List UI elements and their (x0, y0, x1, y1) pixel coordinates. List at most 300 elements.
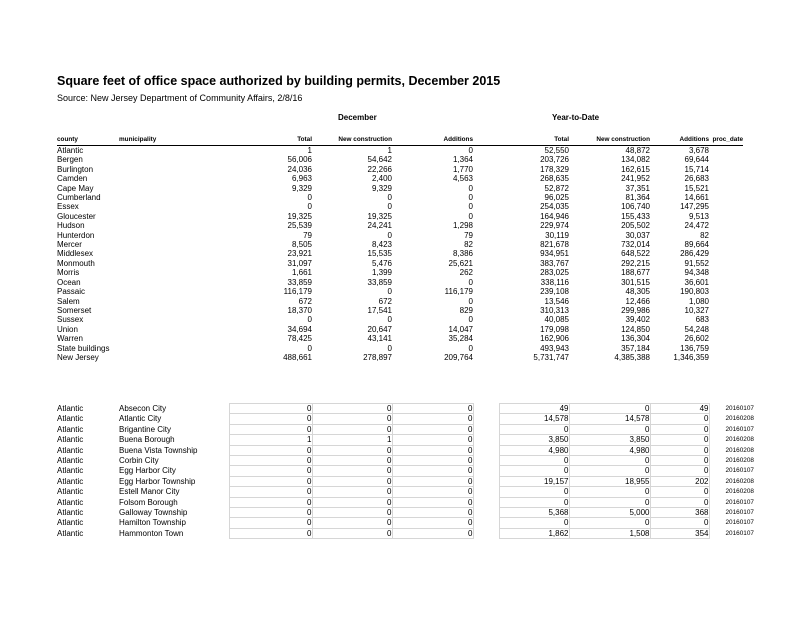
county-row (57, 315, 743, 324)
municipality-empty (119, 268, 229, 277)
dec-additions: 262 (459, 268, 473, 278)
dec-additions: 0 (468, 193, 473, 203)
ytd-total: 164,946 (540, 211, 569, 221)
county-name: Atlantic (57, 518, 84, 528)
ytd-additions: 0 (650, 466, 709, 476)
dec-total: 0 (229, 404, 312, 414)
spacer-cell (473, 268, 499, 277)
ytd-total: 0 (499, 497, 569, 507)
dec-total: 0 (229, 456, 312, 466)
spacer-cell (473, 146, 499, 156)
ytd-additions: 0 (650, 456, 709, 466)
dec-new-construction: 672 (378, 296, 392, 306)
ytd-additions: 91,552 (684, 258, 709, 268)
dec-additions: 0 (468, 183, 473, 193)
dec-additions: 0 (392, 497, 473, 507)
ytd-new-construction: 0 (569, 487, 650, 497)
county-row (57, 297, 743, 306)
ytd-new-construction: 3,850 (569, 435, 650, 445)
dec-total: 0 (229, 497, 312, 507)
proc-date-empty (709, 306, 743, 315)
dec-new-construction: 1,399 (371, 268, 392, 278)
dec-additions: 0 (392, 508, 473, 518)
ytd-additions: 1,080 (688, 296, 709, 306)
ytd-new-construction: 1,508 (569, 528, 650, 538)
group-header-year-to-date: Year-to-Date (552, 113, 600, 122)
proc-date-empty (709, 249, 743, 258)
proc-date: 20160107 (725, 425, 754, 433)
spacer-cell (473, 518, 499, 528)
ytd-total: 821,678 (540, 240, 569, 250)
ytd-additions: 286,429 (680, 249, 709, 259)
ytd-additions: 89,664 (684, 240, 709, 250)
dec-additions: 0 (392, 445, 473, 455)
dec-additions: 0 (468, 211, 473, 221)
dec-total: 9,329 (291, 183, 312, 193)
county-row (57, 155, 743, 164)
proc-date: 20160107 (725, 529, 754, 537)
col-header-ytd-total: Total (499, 134, 569, 146)
municipality-name: Galloway Township (119, 508, 188, 518)
county-name: Bergen (57, 155, 83, 165)
county-row (57, 240, 743, 249)
county-name: Camden (57, 174, 88, 184)
dec-additions: 1,770 (452, 164, 473, 174)
proc-date-empty (709, 155, 743, 164)
dec-total: 0 (229, 466, 312, 476)
dec-additions: 0 (468, 315, 473, 325)
spacer-cell (473, 508, 499, 518)
dec-total: 31,097 (287, 258, 312, 268)
dec-new-construction: 0 (312, 497, 392, 507)
ytd-total: 229,974 (540, 221, 569, 231)
spacer-cell (473, 249, 499, 258)
dec-additions: 0 (392, 424, 473, 434)
municipality-empty (119, 231, 229, 240)
municipality-empty (119, 334, 229, 343)
proc-date: 20160107 (725, 498, 754, 506)
ytd-additions: 136,759 (680, 343, 709, 353)
ytd-new-construction: 0 (569, 456, 650, 466)
proc-date-empty (709, 146, 743, 156)
municipality-empty (119, 193, 229, 202)
dec-new-construction: 0 (387, 193, 392, 203)
dec-total: 0 (307, 193, 312, 203)
ytd-total: 19,157 (499, 476, 569, 486)
ytd-additions: 10,327 (684, 305, 709, 315)
proc-date: 20160208 (725, 488, 754, 496)
county-row (57, 174, 743, 183)
proc-date-empty (709, 334, 743, 343)
dec-new-construction: 54,642 (367, 155, 392, 165)
ytd-additions: 24,472 (684, 221, 709, 231)
dec-total: 0 (307, 343, 312, 353)
municipality-name: Atlantic City (119, 414, 162, 424)
dec-new-construction: 0 (387, 202, 392, 212)
proc-date-empty (709, 202, 743, 211)
ytd-new-construction: 18,955 (569, 476, 650, 486)
ytd-new-construction: 37,351 (625, 183, 650, 193)
ytd-total: 96,025 (544, 193, 569, 203)
county-name: Ocean (57, 277, 81, 287)
municipality-row (57, 424, 743, 434)
ytd-new-construction: 106,740 (621, 202, 650, 212)
dec-additions: 79 (464, 230, 473, 240)
group-header-december: December (338, 113, 377, 122)
county-name: Atlantic (57, 146, 84, 155)
ytd-total: 3,850 (499, 435, 569, 445)
spacer-cell (473, 221, 499, 230)
dec-total: 1 (229, 435, 312, 445)
proc-date-empty (709, 287, 743, 296)
proc-date: 20160107 (725, 509, 754, 517)
spacer-cell (473, 287, 499, 296)
spacer-cell (473, 315, 499, 324)
ytd-total: 934,951 (540, 249, 569, 259)
county-name: Atlantic (57, 487, 84, 497)
dec-new-construction: 24,241 (367, 221, 392, 231)
spacer-cell (473, 165, 499, 174)
municipality-empty (119, 278, 229, 287)
ytd-total: 268,635 (540, 174, 569, 184)
dec-new-construction: 0 (312, 414, 392, 424)
county-summary-table (57, 134, 743, 362)
municipality-row (57, 518, 743, 528)
ytd-additions: 354 (650, 528, 709, 538)
dec-total: 0 (229, 445, 312, 455)
proc-date: 20160208 (725, 436, 754, 444)
county-name: Salem (57, 296, 80, 306)
ytd-additions: 26,683 (684, 174, 709, 184)
col-header-municipality: municipality (119, 134, 229, 146)
ytd-new-construction: 14,578 (569, 414, 650, 424)
ytd-new-construction: 30,037 (625, 230, 650, 240)
spacer-cell (473, 404, 499, 414)
county-name: State buildings (57, 343, 110, 353)
dec-total: 6,963 (291, 174, 312, 184)
county-name: Passaic (57, 287, 86, 297)
dec-additions: 0 (392, 476, 473, 486)
municipality-empty (119, 297, 229, 306)
spacer-cell (473, 297, 499, 306)
ytd-new-construction: 48,305 (625, 287, 650, 297)
proc-date: 20160208 (725, 446, 754, 454)
dec-total: 672 (298, 296, 312, 306)
ytd-total: 5,368 (499, 508, 569, 518)
spacer-cell (473, 278, 499, 287)
county-name: Cape May (57, 183, 94, 193)
proc-date: 20160107 (725, 467, 754, 475)
ytd-total: 52,550 (544, 146, 569, 155)
municipality-name: Estell Manor City (119, 487, 180, 497)
county-table-header (57, 134, 743, 146)
dec-total: 25,539 (287, 221, 312, 231)
municipality-row (57, 508, 743, 518)
municipality-row (57, 466, 743, 476)
dec-total: 0 (229, 518, 312, 528)
dec-new-construction: 0 (312, 508, 392, 518)
county-name: Atlantic (57, 528, 84, 538)
dec-new-construction: 20,647 (367, 324, 392, 334)
spacer-cell (473, 259, 499, 268)
county-name: New Jersey (57, 352, 99, 362)
dec-additions: 0 (392, 518, 473, 528)
ytd-additions: 190,803 (680, 287, 709, 297)
dec-total: 23,921 (287, 249, 312, 259)
municipality-empty (119, 174, 229, 183)
dec-total: 0 (229, 476, 312, 486)
ytd-total: 239,108 (540, 287, 569, 297)
ytd-total: 49 (499, 404, 569, 414)
municipality-name: Folsom Borough (119, 497, 178, 507)
ytd-total: 30,119 (545, 230, 569, 240)
dec-new-construction: 0 (312, 445, 392, 455)
ytd-total: 0 (499, 466, 569, 476)
proc-date-empty (709, 165, 743, 174)
county-name: Burlington (57, 164, 94, 174)
municipality-empty (119, 212, 229, 221)
dec-additions: 8,386 (452, 249, 473, 259)
spacer-cell (473, 334, 499, 343)
dec-total: 0 (229, 414, 312, 424)
county-name: Atlantic (57, 456, 84, 466)
county-name: Atlantic (57, 424, 84, 434)
dec-additions: 82 (464, 240, 473, 250)
ytd-total: 1,862 (499, 528, 569, 538)
report-title: Square feet of office space authorized by building permits, December 2015 (57, 74, 501, 88)
dec-additions: 1,364 (452, 155, 473, 165)
dec-new-construction: 43,141 (367, 334, 392, 344)
dec-additions: 35,284 (448, 334, 473, 344)
municipality-name: Egg Harbor City (119, 466, 176, 476)
county-row (57, 353, 743, 362)
dec-new-construction: 0 (312, 528, 392, 538)
report-source: Source: New Jersey Department of Community Affairs, 2/8/16 (57, 93, 303, 103)
county-name: Warren (57, 334, 83, 344)
municipality-empty (119, 325, 229, 334)
ytd-total: 493,943 (540, 343, 569, 353)
ytd-total: 5,731,747 (533, 352, 569, 362)
municipality-row (57, 497, 743, 507)
proc-date: 20160208 (725, 457, 754, 465)
dec-additions: 829 (459, 305, 473, 315)
ytd-additions: 15,714 (684, 164, 709, 174)
municipality-empty (119, 315, 229, 324)
municipality-row (57, 487, 743, 497)
spacer-cell (473, 456, 499, 466)
ytd-new-construction: 732,014 (621, 240, 650, 250)
municipality-name: Buena Vista Township (119, 445, 198, 455)
municipality-empty (119, 353, 229, 362)
municipality-empty (119, 165, 229, 174)
ytd-additions: 82 (700, 230, 709, 240)
municipality-name: Brigantine City (119, 424, 172, 434)
ytd-new-construction: 162,615 (621, 164, 650, 174)
ytd-new-construction: 0 (569, 497, 650, 507)
dec-total: 0 (307, 202, 312, 212)
spacer-cell (473, 353, 499, 362)
dec-new-construction: 33,859 (367, 277, 392, 287)
ytd-additions: 0 (650, 424, 709, 434)
dec-additions: 0 (468, 296, 473, 306)
col-header-county: county (57, 134, 119, 146)
dec-new-construction: 0 (312, 456, 392, 466)
county-name: Atlantic (57, 404, 84, 413)
county-name: Atlantic (57, 476, 84, 486)
proc-date-empty (709, 297, 743, 306)
spacer-cell (473, 344, 499, 353)
dec-additions: 0 (392, 404, 473, 414)
col-header-proc-date: proc_date (709, 134, 743, 146)
dec-additions: 0 (468, 343, 473, 353)
ytd-total: 4,980 (499, 445, 569, 455)
municipality-row (57, 528, 743, 538)
county-name: Cumberland (57, 193, 101, 203)
dec-additions: 14,047 (448, 324, 473, 334)
county-row (57, 212, 743, 221)
dec-total: 56,006 (287, 155, 312, 165)
spacer-cell (473, 155, 499, 164)
spacer-cell (473, 212, 499, 221)
proc-date-empty (709, 193, 743, 202)
dec-new-construction: 0 (387, 343, 392, 353)
dec-additions: 0 (392, 414, 473, 424)
county-row (57, 221, 743, 230)
ytd-new-construction: 292,215 (621, 258, 650, 268)
ytd-additions: 0 (650, 497, 709, 507)
county-row (57, 202, 743, 211)
county-row (57, 184, 743, 193)
dec-additions: 209,764 (444, 352, 473, 362)
county-row (57, 278, 743, 287)
municipality-row (57, 414, 743, 424)
dec-new-construction: 19,325 (367, 211, 392, 221)
ytd-new-construction: 12,466 (625, 296, 650, 306)
county-name: Hunterdon (57, 230, 95, 240)
ytd-additions: 0 (650, 435, 709, 445)
col-header-dec-new-construction: New construction (312, 134, 392, 146)
ytd-new-construction: 0 (569, 466, 650, 476)
dec-total: 488,661 (283, 352, 312, 362)
spacer-cell (473, 497, 499, 507)
dec-new-construction: 2,400 (371, 174, 392, 184)
municipality-row (57, 476, 743, 486)
dec-new-construction: 8,423 (371, 240, 392, 250)
municipality-empty (119, 287, 229, 296)
dec-additions: 116,179 (444, 287, 473, 297)
ytd-additions: 26,602 (684, 334, 709, 344)
dec-total: 0 (229, 528, 312, 538)
dec-new-construction: 0 (312, 487, 392, 497)
proc-date-empty (709, 325, 743, 334)
county-name: Essex (57, 202, 79, 212)
ytd-total: 162,906 (540, 334, 569, 344)
ytd-additions: 94,348 (684, 268, 709, 278)
ytd-new-construction: 5,000 (569, 508, 650, 518)
county-name: Atlantic (57, 414, 84, 424)
proc-date-empty (709, 278, 743, 287)
county-name: Atlantic (57, 466, 84, 476)
dec-total: 0 (229, 508, 312, 518)
ytd-new-construction: 155,433 (621, 211, 650, 221)
ytd-total: 0 (499, 487, 569, 497)
col-spacer (473, 134, 499, 146)
dec-additions: 4,563 (452, 174, 473, 184)
proc-date: 20160208 (725, 415, 754, 423)
ytd-new-construction: 4,385,388 (614, 352, 650, 362)
ytd-additions: 0 (650, 487, 709, 497)
proc-date: 20160107 (725, 405, 754, 412)
dec-additions: 25,621 (448, 258, 473, 268)
dec-total: 78,425 (287, 334, 312, 344)
ytd-total: 179,098 (540, 324, 569, 334)
ytd-additions: 69,644 (684, 155, 709, 165)
dec-additions: 0 (468, 146, 473, 155)
ytd-additions: 683 (695, 315, 709, 325)
county-row (57, 193, 743, 202)
ytd-new-construction: 648,522 (621, 249, 650, 259)
col-header-ytd-additions: Additions (650, 134, 709, 146)
municipality-empty (119, 249, 229, 258)
ytd-additions: 0 (650, 414, 709, 424)
county-row (57, 325, 743, 334)
ytd-additions: 0 (650, 445, 709, 455)
spacer-cell (473, 240, 499, 249)
ytd-total: 40,085 (544, 315, 569, 325)
spacer-cell (473, 445, 499, 455)
municipality-row (57, 404, 743, 414)
ytd-additions: 14,661 (684, 193, 709, 203)
county-name: Hudson (57, 221, 85, 231)
spacer-cell (473, 487, 499, 497)
dec-new-construction: 0 (312, 466, 392, 476)
proc-date: 20160107 (725, 519, 754, 527)
dec-total: 19,325 (287, 211, 312, 221)
dec-new-construction: 15,535 (367, 249, 392, 259)
spacer-cell (473, 193, 499, 202)
ytd-new-construction: 299,986 (621, 305, 650, 315)
county-name: Atlantic (57, 508, 84, 518)
ytd-additions: 3,678 (688, 146, 709, 155)
ytd-additions: 15,521 (684, 183, 709, 193)
col-header-ytd-new-construction: New construction (569, 134, 650, 146)
municipality-name: Corbin City (119, 456, 159, 466)
dec-additions: 0 (468, 202, 473, 212)
municipality-row (57, 456, 743, 466)
municipality-empty (119, 146, 229, 156)
ytd-new-construction: 0 (569, 518, 650, 528)
proc-date-empty (709, 344, 743, 353)
dec-new-construction: 0 (312, 404, 392, 414)
ytd-total: 203,726 (540, 155, 569, 165)
county-row (57, 287, 743, 296)
dec-new-construction: 5,476 (371, 258, 392, 268)
municipality-empty (119, 259, 229, 268)
county-row (57, 306, 743, 315)
dec-new-construction: 0 (387, 315, 392, 325)
dec-total: 34,694 (287, 324, 312, 334)
ytd-new-construction: 39,402 (625, 315, 650, 325)
county-name: Morris (57, 268, 80, 278)
ytd-new-construction: 188,677 (621, 268, 650, 278)
dec-total: 0 (229, 487, 312, 497)
proc-date-empty (709, 353, 743, 362)
col-header-dec-additions: Additions (392, 134, 473, 146)
county-row (57, 165, 743, 174)
proc-date-empty (709, 231, 743, 240)
dec-additions: 0 (392, 456, 473, 466)
municipality-table (57, 403, 754, 539)
